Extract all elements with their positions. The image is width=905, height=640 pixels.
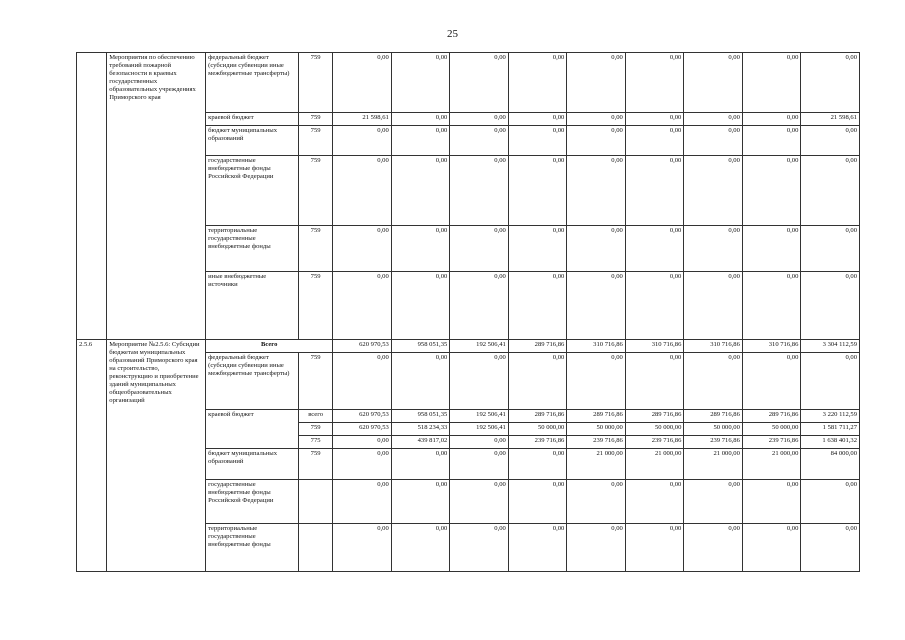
value-cell: 0,00 <box>450 353 509 410</box>
value-cell: 0,00 <box>567 353 626 410</box>
value-cell: 958 051,35 <box>391 340 450 353</box>
value-cell: 0,00 <box>333 524 392 572</box>
value-cell: 0,00 <box>625 272 684 340</box>
budget-code: 775 <box>298 436 332 449</box>
total-cell: 0,00 <box>801 272 860 340</box>
page-number: 25 <box>447 28 458 40</box>
value-cell: 50 000,00 <box>567 423 626 436</box>
value-cell: 310 716,86 <box>684 340 743 353</box>
budget-code: 759 <box>298 156 332 226</box>
value-cell: 439 817,02 <box>391 436 450 449</box>
value-cell: 0,00 <box>567 226 626 272</box>
budget-table <box>76 52 860 572</box>
value-cell: 0,00 <box>333 272 392 340</box>
value-cell: 620 970,53 <box>333 410 392 423</box>
measure-title: Мероприятие №2.5.6: Субсидии бюджетам муниципальных образований Приморского края на строительство, реконструкцию и приобретение зданий муниципальных общеобразовательных организаций <box>107 340 206 572</box>
value-cell: 0,00 <box>450 113 509 126</box>
value-cell: 0,00 <box>567 156 626 226</box>
total-cell: 84 000,00 <box>801 449 860 480</box>
budget-code <box>298 524 332 572</box>
value-cell: 0,00 <box>742 524 801 572</box>
value-cell: 192 506,41 <box>450 410 509 423</box>
value-cell: 192 506,41 <box>450 340 509 353</box>
value-cell: 0,00 <box>391 113 450 126</box>
total-cell: 0,00 <box>801 53 860 113</box>
value-cell: 0,00 <box>333 53 392 113</box>
value-cell: 0,00 <box>450 156 509 226</box>
value-cell: 958 051,35 <box>391 410 450 423</box>
value-cell: 0,00 <box>684 53 743 113</box>
budget-code: всего <box>298 410 332 423</box>
value-cell: 21 000,00 <box>625 449 684 480</box>
funding-source: территориальные государственные внебюджетные фонды <box>206 524 299 572</box>
value-cell: 0,00 <box>391 272 450 340</box>
value-cell: 310 716,86 <box>742 340 801 353</box>
value-cell: 21 000,00 <box>742 449 801 480</box>
value-cell: 0,00 <box>684 126 743 156</box>
value-cell: 0,00 <box>742 353 801 410</box>
value-cell: 0,00 <box>742 226 801 272</box>
value-cell: 0,00 <box>567 272 626 340</box>
value-cell: 0,00 <box>567 480 626 524</box>
value-cell: 0,00 <box>742 113 801 126</box>
budget-code: 759 <box>298 226 332 272</box>
funding-source: федеральный бюджет (субсидии субвенции иные межбюджетные трансферты) <box>206 53 299 113</box>
funding-source: государственные внебюджетные фонды Российской Федерации <box>206 156 299 226</box>
funding-source: территориальные государственные внебюджетные фонды <box>206 226 299 272</box>
total-cell: 0,00 <box>801 156 860 226</box>
total-cell: 0,00 <box>801 524 860 572</box>
value-cell: 0,00 <box>450 449 509 480</box>
total-cell: 3 304 112,59 <box>801 340 860 353</box>
budget-code: 759 <box>298 423 332 436</box>
value-cell: 239 716,86 <box>567 436 626 449</box>
table-row <box>77 53 860 113</box>
value-cell: 0,00 <box>508 272 567 340</box>
value-cell: 289 716,86 <box>567 410 626 423</box>
value-cell: 0,00 <box>625 480 684 524</box>
value-cell: 0,00 <box>567 53 626 113</box>
value-cell: 0,00 <box>333 126 392 156</box>
value-cell: 0,00 <box>450 524 509 572</box>
value-cell: 0,00 <box>742 480 801 524</box>
value-cell: 0,00 <box>508 113 567 126</box>
value-cell: 239 716,86 <box>625 436 684 449</box>
value-cell: 0,00 <box>450 480 509 524</box>
value-cell: 50 000,00 <box>508 423 567 436</box>
value-cell: 0,00 <box>742 272 801 340</box>
value-cell: 518 234,33 <box>391 423 450 436</box>
value-cell: 0,00 <box>742 156 801 226</box>
total-cell: 1 638 401,32 <box>801 436 860 449</box>
value-cell: 0,00 <box>625 156 684 226</box>
value-cell: 239 716,86 <box>508 436 567 449</box>
value-cell: 0,00 <box>391 449 450 480</box>
value-cell: 50 000,00 <box>742 423 801 436</box>
value-cell: 0,00 <box>450 272 509 340</box>
value-cell: 0,00 <box>567 113 626 126</box>
budget-code <box>298 480 332 524</box>
value-cell: 0,00 <box>625 126 684 156</box>
value-cell: 289 716,86 <box>508 340 567 353</box>
value-cell: 0,00 <box>684 524 743 572</box>
value-cell: 0,00 <box>684 226 743 272</box>
value-cell: 0,00 <box>391 480 450 524</box>
funding-source: бюджет муниципальных образований <box>206 126 299 156</box>
value-cell: 289 716,86 <box>625 410 684 423</box>
total-cell: 0,00 <box>801 480 860 524</box>
value-cell: 0,00 <box>333 353 392 410</box>
value-cell: 21 000,00 <box>684 449 743 480</box>
value-cell: 192 506,41 <box>450 423 509 436</box>
value-cell: 0,00 <box>625 113 684 126</box>
total-cell: 21 598,61 <box>801 113 860 126</box>
value-cell: 21 000,00 <box>567 449 626 480</box>
value-cell: 0,00 <box>450 436 509 449</box>
value-cell: 0,00 <box>508 126 567 156</box>
value-cell: 0,00 <box>450 126 509 156</box>
value-cell: 0,00 <box>391 53 450 113</box>
funding-source: краевой бюджет <box>206 113 299 126</box>
budget-code: 759 <box>298 113 332 126</box>
value-cell: 620 970,53 <box>333 423 392 436</box>
value-cell: 0,00 <box>391 156 450 226</box>
budget-code: 759 <box>298 449 332 480</box>
value-cell: 0,00 <box>567 524 626 572</box>
value-cell: 50 000,00 <box>625 423 684 436</box>
value-cell: 0,00 <box>333 436 392 449</box>
budget-code: 759 <box>298 272 332 340</box>
value-cell: 0,00 <box>684 156 743 226</box>
value-cell: 310 716,86 <box>625 340 684 353</box>
value-cell: 620 970,53 <box>333 340 392 353</box>
value-cell: 0,00 <box>684 272 743 340</box>
total-cell: 3 220 112,59 <box>801 410 860 423</box>
value-cell: 50 000,00 <box>684 423 743 436</box>
funding-source: краевой бюджет <box>206 410 299 449</box>
value-cell: 0,00 <box>391 353 450 410</box>
funding-source: государственные внебюджетные фонды Российской Федерации <box>206 480 299 524</box>
total-cell: 0,00 <box>801 126 860 156</box>
funding-source: иные внебюджетные источники <box>206 272 299 340</box>
value-cell: 239 716,86 <box>684 436 743 449</box>
value-cell: 0,00 <box>391 126 450 156</box>
value-cell: 21 598,61 <box>333 113 392 126</box>
value-cell: 0,00 <box>684 113 743 126</box>
value-cell: 0,00 <box>742 126 801 156</box>
value-cell: 289 716,86 <box>684 410 743 423</box>
total-cell: 1 581 711,27 <box>801 423 860 436</box>
value-cell: 0,00 <box>391 524 450 572</box>
value-cell: 0,00 <box>684 353 743 410</box>
value-cell: 0,00 <box>391 226 450 272</box>
funding-source: федеральный бюджет (субсидии субвенции иные межбюджетные трансферты) <box>206 353 299 410</box>
total-cell: 0,00 <box>801 353 860 410</box>
value-cell: 0,00 <box>508 226 567 272</box>
value-cell: 0,00 <box>333 480 392 524</box>
value-cell: 0,00 <box>625 226 684 272</box>
value-cell: 0,00 <box>625 53 684 113</box>
value-cell: 0,00 <box>508 449 567 480</box>
value-cell: 289 716,86 <box>508 410 567 423</box>
value-cell: 0,00 <box>450 53 509 113</box>
total-label: Всего <box>206 340 333 353</box>
value-cell: 239 716,86 <box>742 436 801 449</box>
table-row <box>77 340 860 353</box>
value-cell: 0,00 <box>508 524 567 572</box>
value-cell: 289 716,86 <box>742 410 801 423</box>
total-cell: 0,00 <box>801 226 860 272</box>
budget-code: 759 <box>298 126 332 156</box>
value-cell: 310 716,86 <box>567 340 626 353</box>
value-cell: 0,00 <box>450 226 509 272</box>
value-cell: 0,00 <box>508 53 567 113</box>
measure-title: Мероприятия по обеспечению требований пожарной безопасности в краевых государственных образовательных учреждениях Приморского края <box>107 53 206 340</box>
value-cell: 0,00 <box>333 449 392 480</box>
budget-code: 759 <box>298 53 332 113</box>
value-cell: 0,00 <box>333 156 392 226</box>
funding-source: бюджет муниципальных образований <box>206 449 299 480</box>
budget-code: 759 <box>298 353 332 410</box>
value-cell: 0,00 <box>742 53 801 113</box>
value-cell: 0,00 <box>567 126 626 156</box>
row-id: 2.5.6 <box>77 340 107 572</box>
value-cell: 0,00 <box>508 156 567 226</box>
value-cell: 0,00 <box>625 353 684 410</box>
value-cell: 0,00 <box>625 524 684 572</box>
value-cell: 0,00 <box>333 226 392 272</box>
value-cell: 0,00 <box>508 353 567 410</box>
value-cell: 0,00 <box>508 480 567 524</box>
row-id <box>77 53 107 340</box>
value-cell: 0,00 <box>684 480 743 524</box>
